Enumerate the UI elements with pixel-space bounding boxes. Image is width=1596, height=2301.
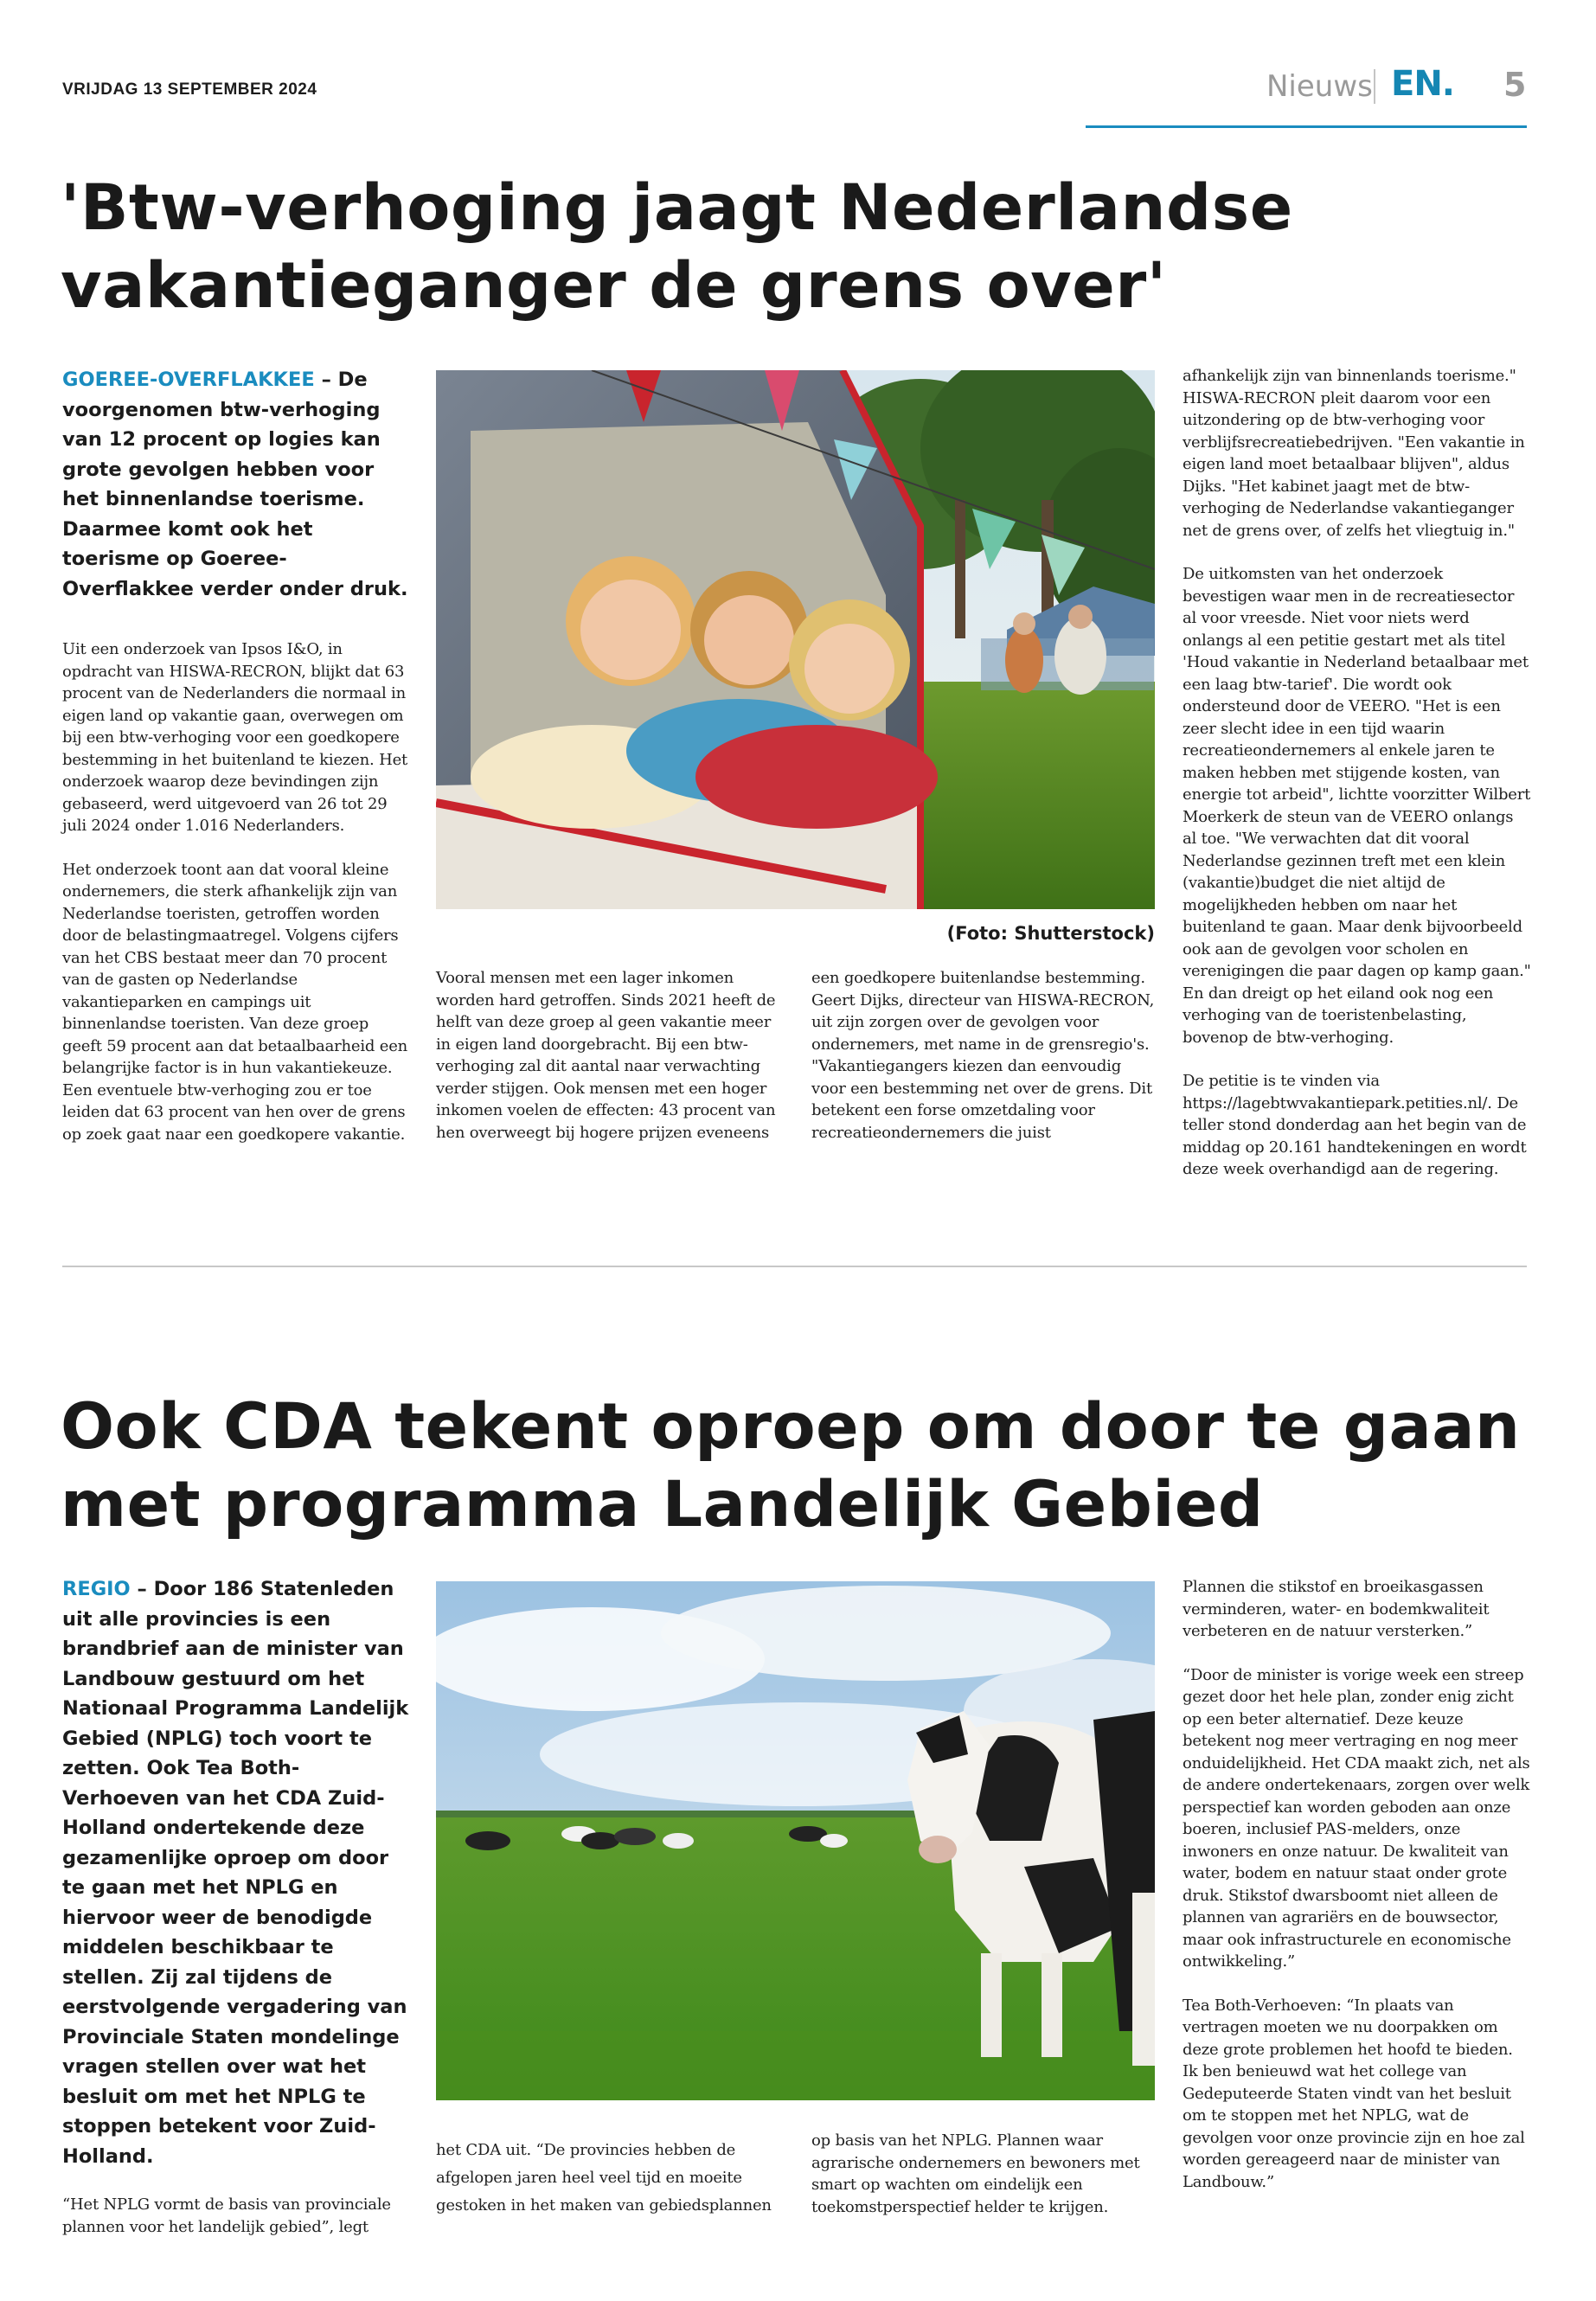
article2-col4-p3: Tea Both-Verhoeven: “In plaats van vertragen moeten we nu doorpakken om deze grote problemen het hoofd te bieden. Ik ben benieuwd wat het college van Gedeputeerde Staten vindt van het besluit om te stoppen met het NPLG, wat de gevolgen voor onze provincie zijn en hoe zal worden gereageerd naar de minister van Landbouw.”: [1183, 1996, 1525, 2191]
article2-col2-text: het CDA uit. “De provincies hebben de afgelopen jaren heel veel tijd en moeite gestoken in het maken van gebiedsplannen: [436, 2141, 772, 2214]
section-label: Nieuws: [1266, 69, 1373, 104]
article1-col4: [1183, 365, 1531, 1202]
article1-col4-p1: afhankelijk zijn van binnenlands toerisme." HISWA-RECRON pleit daarom voor een uitzondering op de btw-verhoging voor verblijfsrecreatiebedrijven. "Een vakantie in eigen land moet betaalbaar blijven", aldus Dijks. "Het kabinet jaagt met de btw-verhoging de Nederlandse vakantieganger net de grens over, of zelfs het vliegtuig in.": [1183, 367, 1525, 540]
article2-lead-text: – Door 186 Statenleden uit alle provincies is een brandbrief aan de minister van Landbouw gestuurd om het Nationaal Programma Landelijk Gebied (NPLG) toch voort te zetten. Ook Tea Both-Verhoeven van het CDA Zuid-Holland ondertekende deze gezamenlijke oproep om door te gaan met het NPLG en hiervoor weer de benodigde middelen beschikbaar te stellen. Zij zal tijdens de eerstvolgende vergadering van Provinciale Staten mondelinge vragen stellen over wat het besluit om met het NPLG te stoppen betekent voor Zuid-Holland.: [62, 1578, 409, 2168]
article1-col2: [436, 967, 782, 1165]
article1-col3-text: een goedkopere buitenlandse bestemming. Geert Dijks, directeur van HISWA-RECRON, uit zijn zorgen over de gevolgen voor ondernemers, met name in de grensregio's. "Vakantiegangers kiezen dan eenvoudig voor een bestemming net over de grens. Dit betekent een forse omzetdaling voor recreatieondernemers die juist: [811, 969, 1155, 1142]
article1-col1-p2: Het onderzoek toont aan dat vooral kleine ondernemers, die sterk afhankelijk zijn van Nederlandse toeristen, getroffen worden door de belastingmaatregel. Volgens cijfers van het CBS bestaat meer dan 70 procent van de gasten op Nederlandse vakantieparken en campings uit binnenlandse toeristen. Van deze groep geeft 59 procent aan dat betaalbaarheid een belangrijke factor is in hun vakantiekeuze. Een eventuele btw-verhoging zou er toe leiden dat 63 procent van hen over de grens op zoek gaat naar een goedkopere vakantie.: [62, 860, 408, 1144]
article2-col1-text: “Het NPLG vormt de basis van provinciale plannen voor het landelijk gebied”, legt: [62, 2195, 391, 2236]
article-divider: [62, 1266, 1527, 1267]
article2-col2: [436, 2137, 782, 2220]
article1-kicker: GOEREE-OVERFLAKKEE: [62, 369, 315, 391]
article1-lead-text: – De voorgenomen btw-verhoging van 12 procent op logies kan grote gevolgen hebben voor het binnenlandse toerisme. Daarmee komt ook het toerisme op Goeree-Overflakkee verder onder druk.: [62, 369, 408, 600]
page-number: 5: [1503, 66, 1527, 104]
article1-headline-line1: 'Btw-verhoging jaagt Nederlandse: [61, 171, 1293, 245]
article2-photo: [436, 1581, 1155, 2100]
article2-kicker: REGIO: [62, 1578, 131, 1600]
article2-col1: [62, 1574, 413, 2259]
header-rule: [1086, 125, 1527, 128]
article2-col3: [811, 2130, 1155, 2240]
article1-lead: [62, 365, 408, 604]
article1-photo: [436, 370, 1155, 909]
article2-headline-line2: met programma Landelijk Gebied: [61, 1468, 1264, 1541]
article2-col4-p2: “Door de minister is vorige week een streep gezet door het hele plan, zonder enig zicht op een beter alternatief. Deze keuze betekent nog meer vertraging en nog meer onduidelijkheid. Het CDA maakt zich, net als de andere ondertekenaars, zorgen over welk perspectief kan worden geboden aan onze boeren, inclusief PAS-melders, onze inwoners en onze natuur. De kwaliteit van water, bodem en natuur staat onder grote druk. Stikstof dwarsboomt niet alleen de plannen van agrariërs en de bouwsector, maar ook infrastructurele en economische ontwikkeling.”: [1183, 1665, 1530, 1971]
article2-col4-p1: Plannen die stikstof en broeikasgassen verminderen, water- en bodemkwaliteit verbeteren en de natuur versterken.”: [1183, 1578, 1490, 1640]
newspaper-logo: EN.: [1391, 64, 1454, 104]
article1-col3: [811, 967, 1155, 1165]
article2-headline-line1: Ook CDA tekent oproep om door te gaan: [61, 1390, 1521, 1464]
article1-col4-p2: De uitkomsten van het onderzoek bevestigen waar men in de recreatiesector al voor vreesde. Niet voor niets werd onlangs al een petitie gestart met als titel 'Houd vakantie in Nederland betaalbaar met een laag btw-tarief'. Die wordt ook ondersteund door de VEERO. "Het is een zeer slecht idee in een tijd waarin recreatieondernemers al enkele jaren te maken hebben met stijgende kosten, van energie tot arbeid", lichtte voorzitter Wilbert Moerkerk de steun van de VEERO onlangs al toe. "We verwachten dat dit vooral Nederlandse gezinnen treft met een klein (vakantie)budget die niet altijd de mogelijkheden hebben om naar het buitenland te gaan. Maar denk bijvoorbeeld ook aan de gevolgen voor scholen en verenigingen die paar dagen op kamp gaan." En dan dreigt op het eiland ook nog een verhoging van de toeristenbelasting, bovenop de btw-verhoging.: [1183, 565, 1531, 1047]
article2-headline: [61, 1388, 1531, 1544]
article1-col1: [62, 365, 408, 1167]
article1-col2-text: Vooral mensen met een lager inkomen worden hard getroffen. Sinds 2021 heeft de helft van deze groep al geen vakantie meer in eigen land doorgebracht. Bij een btw-verhoging zal dit aantal naar verwachting verder stijgen. Ook mensen met een hoger inkomen voelen de effecten: 43 procent van hen overweegt bij hogere prijzen eveneens: [436, 969, 776, 1142]
children-in-tent-photo-icon: [436, 370, 1155, 909]
article2-col4: [1183, 1576, 1531, 2214]
article1-col4-p3: De petitie is te vinden via https://lagebtwvakantiepark.petities.nl/. De teller stond donderdag aan het begin van de middag op 20.161 handtekeningen en wordt deze week overhandigd aan de regering.: [1183, 1072, 1527, 1178]
article2-col3-text: op basis van het NPLG. Plannen waar agrarische ondernemers en bewoners met smart op wachten om eindelijk een toekomstperspectief helder te krijgen.: [811, 2131, 1140, 2216]
article1-headline-line2: vakantieganger de grens over': [61, 249, 1167, 323]
article1-col1-p1: Uit een onderzoek van Ipsos I&O, in opdracht van HISWA-RECRON, blijkt dat 63 procent van de Nederlanders die normaal in eigen land op vakantie gaan, overwegen om bij een btw-verhoging voor een goedkopere bestemming in het buitenland te kiezen. Het onderzoek waarop deze bevindingen zijn gebaseerd, werd uitgevoerd van 26 tot 29 juli 2024 onder 1.016 Nederlanders.: [62, 640, 408, 835]
article2-lead: [62, 1574, 413, 2171]
article1-photo-caption: (Foto: Shutterstock): [946, 923, 1155, 944]
header-divider: [1374, 69, 1375, 104]
issue-date: VRIJDAG 13 SEPTEMBER 2024: [62, 80, 317, 99]
article1-headline: [61, 170, 1531, 325]
cows-in-meadow-photo-icon: [436, 1581, 1155, 2100]
